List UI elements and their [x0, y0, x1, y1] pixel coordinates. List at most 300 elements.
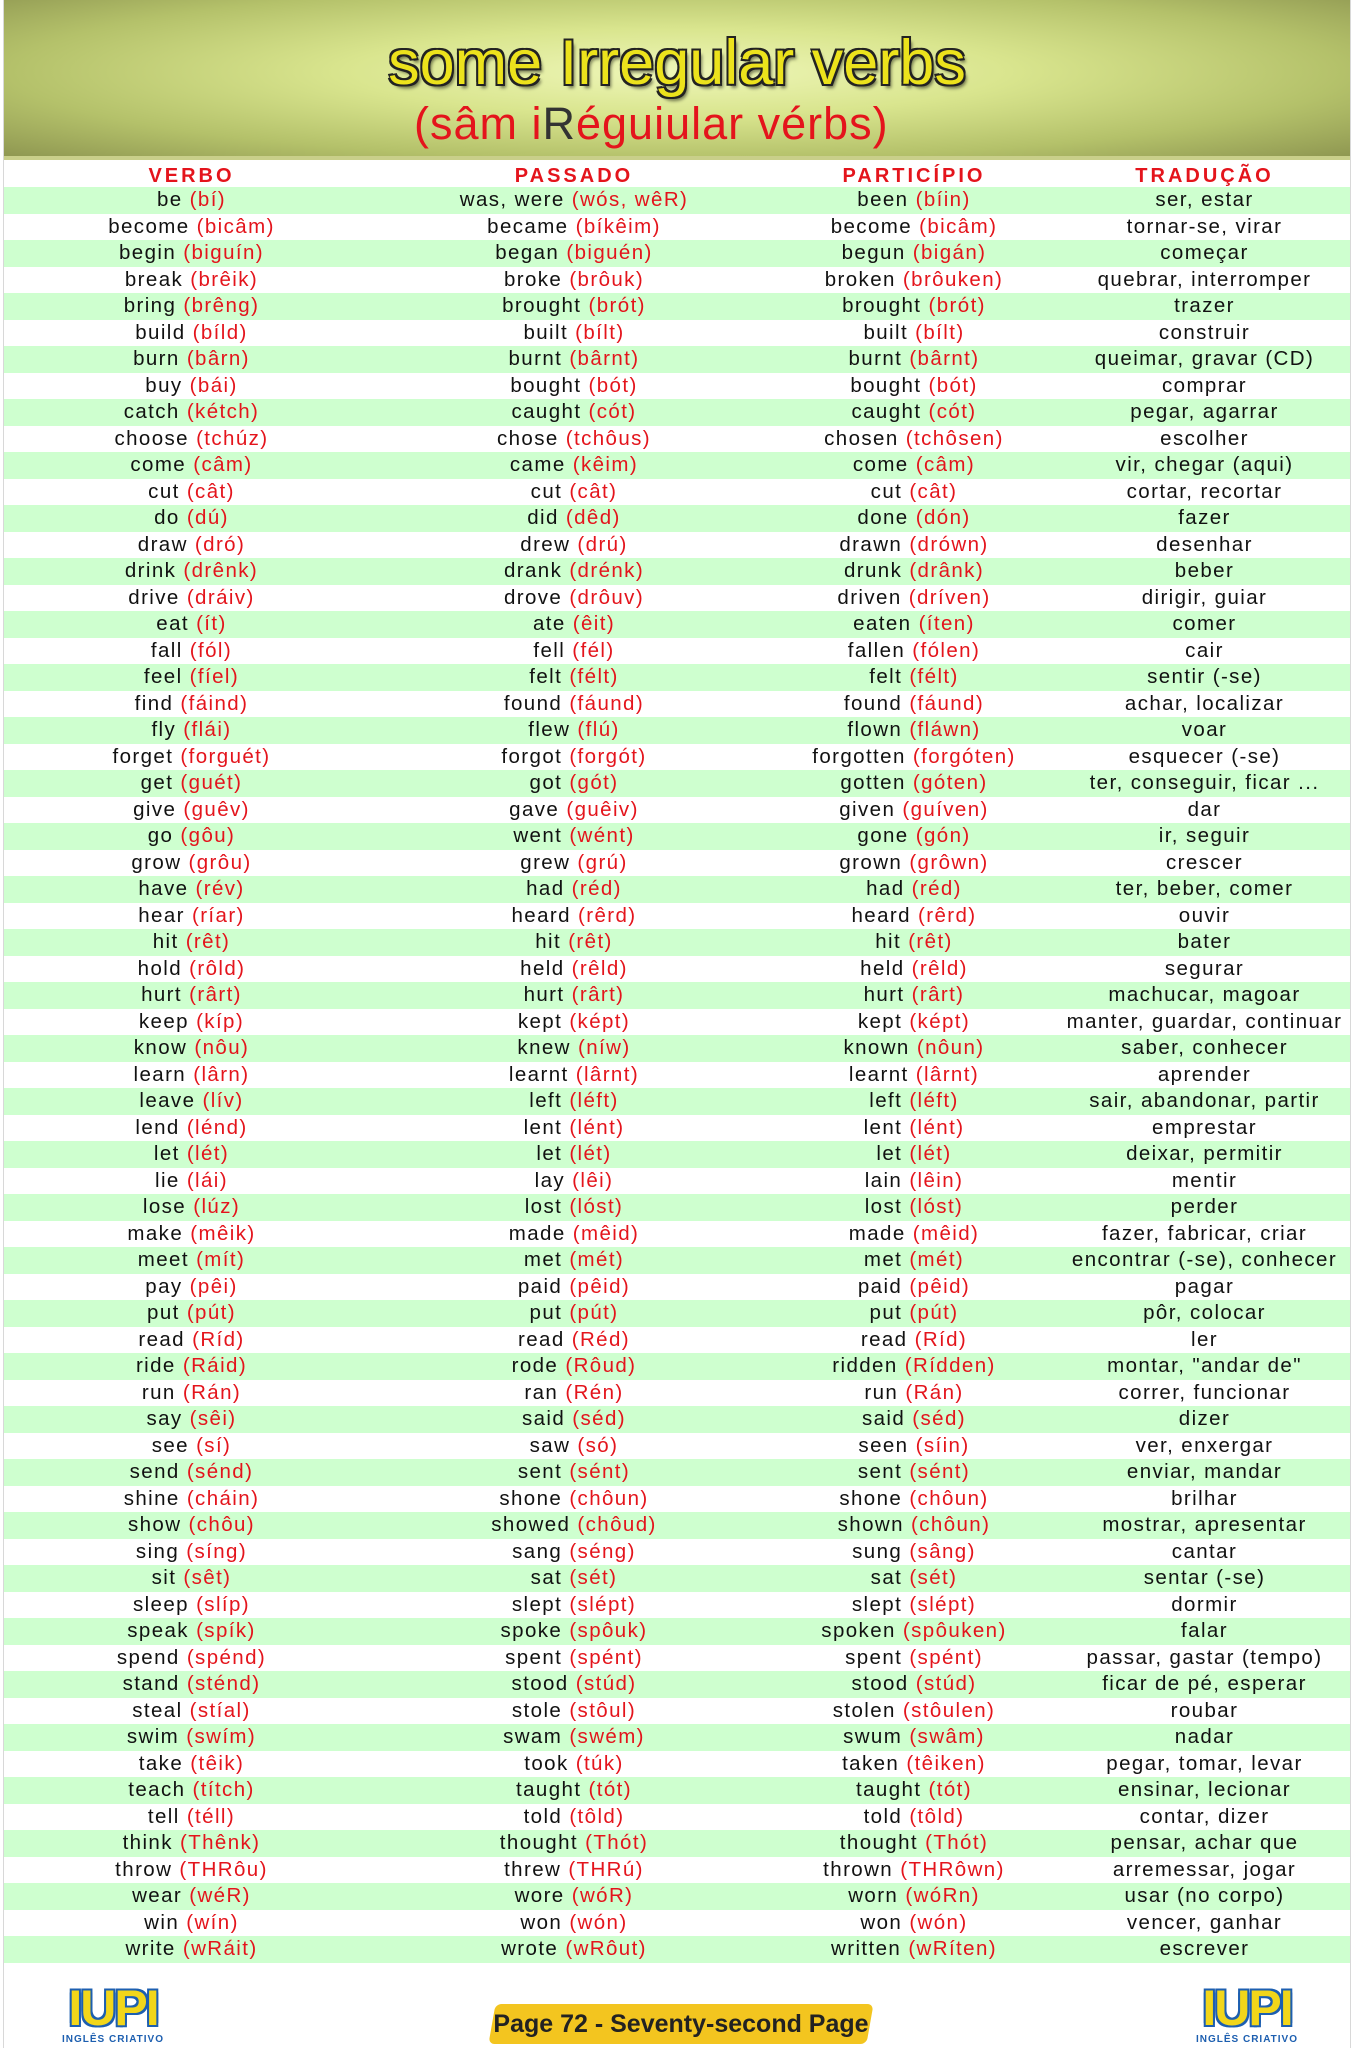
- past-cell: [379, 823, 769, 850]
- participle-word: shone: [839, 1486, 903, 1510]
- past-word: fell: [533, 638, 566, 662]
- past-pronunciation: (mêid): [572, 1221, 640, 1245]
- participle-pronunciation: (slépt): [909, 1592, 977, 1616]
- participle-word: swum: [843, 1725, 903, 1748]
- verb-cell: [4, 187, 379, 214]
- participle-cell: [769, 1221, 1059, 1248]
- past-pronunciation: (wént): [569, 824, 635, 847]
- translation-cell: dizer: [1178, 1407, 1231, 1430]
- verb-word: stand: [122, 1672, 180, 1695]
- participle-cell: [769, 1512, 1059, 1539]
- verb-cell: [4, 638, 379, 665]
- table-row: [4, 929, 1350, 956]
- verb-pronunciation: (lúz): [193, 1195, 241, 1218]
- translation-cell: deixar, permitir: [1126, 1142, 1283, 1165]
- verb-word: throw: [115, 1857, 173, 1881]
- participle-word: sent: [857, 1460, 903, 1483]
- past-pronunciation: (wós, wêR): [571, 188, 689, 211]
- participle-word: put: [869, 1301, 903, 1324]
- participle-cell: [769, 1035, 1059, 1062]
- verb-cell: [4, 664, 379, 691]
- participle-word: built: [863, 320, 909, 344]
- past-word: learnt: [508, 1062, 569, 1086]
- translation-cell: ter, conseguir, ficar ...: [1089, 771, 1320, 794]
- verb-pronunciation: (sêi): [189, 1407, 237, 1430]
- verb-word: be: [156, 188, 183, 211]
- verb-word: leave: [139, 1089, 196, 1112]
- verb-word: ride: [135, 1354, 176, 1377]
- participle-cell: [769, 505, 1059, 532]
- participle-pronunciation: (cât): [909, 479, 958, 503]
- past-cell: [379, 267, 769, 294]
- verb-word: lend: [135, 1115, 180, 1139]
- participle-cell: [769, 1645, 1059, 1672]
- verb-cell: [4, 214, 379, 241]
- verb-cell: [4, 532, 379, 559]
- verb-cell: [4, 1698, 379, 1725]
- verb-word: think: [122, 1831, 173, 1854]
- past-word: hurt: [523, 983, 565, 1006]
- participle-cell: [769, 770, 1059, 797]
- verb-cell: [4, 1830, 379, 1857]
- table-row: [4, 1115, 1350, 1142]
- participle-cell: [769, 903, 1059, 930]
- verb-word: see: [151, 1433, 189, 1457]
- participle-pronunciation: (fólen): [912, 638, 981, 662]
- verb-cell: [4, 426, 379, 453]
- past-cell: [379, 1035, 769, 1062]
- translation-cell: cair: [1185, 638, 1224, 662]
- past-word: wore: [514, 1884, 565, 1907]
- participle-pronunciation: (sâng): [909, 1539, 976, 1563]
- verb-pronunciation: (dú): [186, 506, 229, 529]
- past-word: chose: [496, 426, 559, 450]
- past-word: gave: [509, 797, 560, 821]
- translation-cell: vir, chegar (aqui): [1115, 453, 1294, 476]
- translation-cell: ficar de pé, esperar: [1102, 1672, 1307, 1695]
- verb-word: hear: [138, 903, 185, 927]
- verb-pronunciation: (téll): [186, 1804, 236, 1828]
- participle-cell: [769, 664, 1059, 691]
- participle-pronunciation: (tót): [928, 1778, 972, 1801]
- verb-word: draw: [137, 532, 188, 556]
- table-row: [4, 1724, 1350, 1751]
- verb-cell: [4, 1804, 379, 1831]
- participle-word: driven: [837, 585, 902, 609]
- past-word: heard: [511, 903, 571, 927]
- translation-cell: roubar: [1170, 1698, 1239, 1722]
- past-word: sang: [512, 1539, 563, 1563]
- verb-pronunciation: (títch): [192, 1778, 255, 1801]
- past-pronunciation: (bílt): [575, 320, 625, 344]
- verb-cell: [4, 1724, 379, 1751]
- participle-cell: [769, 1406, 1059, 1433]
- past-word: wrote: [501, 1937, 559, 1960]
- verb-word: read: [138, 1327, 185, 1351]
- verb-pronunciation: (sí): [196, 1433, 232, 1457]
- past-word: found: [503, 691, 563, 715]
- verb-word: break: [124, 267, 184, 291]
- participle-pronunciation: (wóRn): [905, 1884, 980, 1907]
- table-row: [4, 1035, 1350, 1062]
- verb-pronunciation: (cháin): [186, 1486, 260, 1510]
- table-row: [4, 1883, 1350, 1910]
- column-header-traducao: TRADUÇÃO: [1135, 165, 1274, 187]
- past-word: drank: [503, 559, 563, 582]
- participle-cell: [769, 876, 1059, 903]
- past-word: caught: [511, 400, 582, 423]
- participle-cell: [769, 1062, 1059, 1089]
- verb-word: give: [133, 797, 177, 821]
- participle-pronunciation: (wRíten): [908, 1937, 997, 1960]
- page-title: some Irregular verbs: [388, 28, 966, 98]
- participle-cell: [769, 1618, 1059, 1645]
- participle-word: drawn: [839, 532, 903, 556]
- past-pronunciation: (drôuv): [569, 585, 645, 609]
- participle-cell: [769, 638, 1059, 665]
- participle-word: lost: [864, 1195, 903, 1218]
- verb-cell: [4, 585, 379, 612]
- past-pronunciation: (wóR): [571, 1884, 634, 1907]
- translation-cell: correr, funcionar: [1118, 1380, 1291, 1404]
- verb-word: get: [140, 771, 174, 794]
- participle-word: known: [843, 1036, 910, 1059]
- past-cell: [379, 850, 769, 877]
- participle-pronunciation: (góten): [912, 771, 988, 794]
- translation-cell: ler: [1191, 1327, 1218, 1351]
- past-word: put: [529, 1301, 563, 1324]
- table-row: [4, 346, 1350, 373]
- participle-pronunciation: (stôulen): [902, 1698, 996, 1722]
- verb-cell: [4, 452, 379, 479]
- translation-cell: fazer: [1178, 506, 1231, 529]
- logo-left-subtitle: INGLÊS CRIATIVO: [61, 2034, 165, 2045]
- translation-cell: aprender: [1157, 1062, 1252, 1086]
- past-pronunciation: (spôuk): [569, 1619, 648, 1642]
- participle-pronunciation: (réd): [911, 877, 962, 900]
- participle-cell: [769, 1883, 1059, 1910]
- verb-cell: [4, 240, 379, 267]
- table-row: [4, 1671, 1350, 1698]
- past-cell: [379, 876, 769, 903]
- past-word: lent: [523, 1115, 563, 1139]
- participle-cell: [769, 1194, 1059, 1221]
- translation-cell: vencer, ganhar: [1126, 1910, 1283, 1934]
- verb-pronunciation: (rôld): [189, 956, 246, 980]
- logo-right: [1188, 1979, 1306, 2045]
- past-pronunciation: (pêid): [569, 1274, 631, 1298]
- participle-cell: [769, 929, 1059, 956]
- verb-word: win: [144, 1910, 180, 1934]
- participle-cell: [769, 346, 1059, 373]
- table-row: [4, 1645, 1350, 1672]
- past-pronunciation: (séd): [572, 1407, 627, 1430]
- participle-cell: [769, 267, 1059, 294]
- verb-pronunciation: (brêng): [183, 294, 260, 317]
- past-pronunciation: (tôld): [569, 1804, 625, 1828]
- table-row: [4, 1221, 1350, 1248]
- past-pronunciation: (stúd): [575, 1672, 637, 1695]
- verb-pronunciation: (dráiv): [186, 585, 255, 609]
- participle-pronunciation: (gón): [915, 824, 971, 847]
- table-row: [4, 373, 1350, 400]
- past-word: stood: [511, 1672, 569, 1695]
- participle-cell: [769, 214, 1059, 241]
- past-word: lost: [524, 1195, 563, 1218]
- past-pronunciation: (bârnt): [569, 347, 640, 370]
- past-pronunciation: (Rén): [565, 1380, 624, 1404]
- past-pronunciation: (bót): [588, 373, 638, 397]
- past-pronunciation: (kêim): [572, 453, 639, 476]
- participle-cell: [769, 320, 1059, 347]
- participle-cell: [769, 982, 1059, 1009]
- past-word: grew: [520, 850, 571, 874]
- verb-word: lose: [142, 1195, 187, 1218]
- translation-cell: machucar, magoar: [1108, 983, 1301, 1006]
- past-cell: [379, 1247, 769, 1274]
- past-pronunciation: (rârt): [571, 983, 625, 1006]
- translation-cell: ver, enxergar: [1135, 1433, 1274, 1457]
- participle-cell: [769, 744, 1059, 771]
- past-pronunciation: (wón): [569, 1910, 628, 1934]
- past-cell: [379, 1512, 769, 1539]
- past-cell: [379, 1830, 769, 1857]
- verb-pronunciation: (sêt): [183, 1566, 232, 1589]
- participle-pronunciation: (tôld): [909, 1804, 965, 1828]
- past-pronunciation: (tchôus): [565, 426, 652, 450]
- past-word: swam: [503, 1725, 563, 1748]
- table-row: [4, 1565, 1350, 1592]
- participle-pronunciation: (spént): [909, 1645, 983, 1669]
- past-cell: [379, 1300, 769, 1327]
- participle-word: been: [857, 188, 909, 211]
- past-word: lay: [534, 1168, 566, 1192]
- table-row: [4, 1698, 1350, 1725]
- past-cell: [379, 1327, 769, 1354]
- table-row: [4, 1274, 1350, 1301]
- participle-word: flown: [847, 718, 903, 741]
- past-pronunciation: (grú): [577, 850, 628, 874]
- participle-pronunciation: (lóst): [909, 1195, 964, 1218]
- participle-cell: [769, 1804, 1059, 1831]
- past-cell: [379, 1433, 769, 1460]
- past-word: brought: [502, 294, 582, 317]
- participle-word: won: [860, 1910, 903, 1934]
- verb-cell: [4, 1592, 379, 1619]
- verb-cell: [4, 1141, 379, 1168]
- verb-pronunciation: (ít): [196, 612, 227, 635]
- translation-cell: ensinar, lecionar: [1117, 1778, 1292, 1801]
- verb-pronunciation: (Ríd): [192, 1327, 245, 1351]
- past-word: forgot: [501, 744, 563, 768]
- verb-pronunciation: (bicâm): [196, 214, 275, 238]
- past-pronunciation: (chôud): [577, 1513, 657, 1536]
- translation-cell: ser, estar: [1155, 188, 1254, 211]
- past-cell: [379, 293, 769, 320]
- verb-pronunciation: (tchúz): [196, 426, 269, 450]
- table-row: [4, 1168, 1350, 1195]
- past-pronunciation: (rêt): [568, 930, 613, 953]
- verb-word: steal: [132, 1698, 183, 1722]
- title-pron-pre: (sâm i: [414, 98, 543, 149]
- verb-cell: [4, 956, 379, 983]
- past-pronunciation: (brót): [588, 294, 646, 317]
- table-row: [4, 214, 1350, 241]
- verb-pronunciation: (lét): [186, 1142, 230, 1165]
- translation-cell: saber, conhecer: [1121, 1036, 1288, 1059]
- participle-pronunciation: (bigán): [912, 241, 987, 264]
- past-cell: [379, 214, 769, 241]
- participle-pronunciation: (grôwn): [909, 850, 989, 874]
- table-row: [4, 982, 1350, 1009]
- verb-pronunciation: (drênk): [183, 559, 259, 582]
- past-cell: [379, 717, 769, 744]
- participle-word: heard: [851, 903, 911, 927]
- translation-cell: cantar: [1171, 1539, 1238, 1563]
- past-word: spoke: [500, 1619, 563, 1642]
- participle-pronunciation: (sét): [909, 1566, 958, 1589]
- participle-cell: [769, 1486, 1059, 1513]
- past-pronunciation: (drú): [577, 532, 628, 556]
- verb-pronunciation: (fíel): [189, 665, 240, 688]
- page-header: [4, 0, 1350, 160]
- past-pronunciation: (THRú): [568, 1857, 644, 1881]
- translation-cell: escrever: [1159, 1937, 1250, 1960]
- translation-cell: usar (no corpo): [1124, 1884, 1285, 1907]
- verb-pronunciation: (spík): [196, 1619, 256, 1642]
- participle-word: burnt: [848, 347, 903, 370]
- verb-cell: [4, 823, 379, 850]
- past-cell: [379, 1353, 769, 1380]
- table-row: [4, 1327, 1350, 1354]
- past-word: got: [529, 771, 563, 794]
- past-cell: [379, 1539, 769, 1566]
- past-cell: [379, 1777, 769, 1804]
- verb-cell: [4, 399, 379, 426]
- participle-word: thrown: [823, 1857, 894, 1881]
- participle-word: done: [857, 506, 909, 529]
- translation-cell: segurar: [1164, 956, 1245, 980]
- past-word: drew: [520, 532, 571, 556]
- past-pronunciation: (cât): [569, 479, 618, 503]
- participle-pronunciation: (chôun): [909, 1486, 989, 1510]
- participle-cell: [769, 585, 1059, 612]
- participle-pronunciation: (bíin): [915, 188, 971, 211]
- participle-pronunciation: (cót): [928, 400, 977, 423]
- verb-pronunciation: (sténd): [186, 1672, 261, 1695]
- past-cell: [379, 479, 769, 506]
- participle-word: stood: [851, 1672, 909, 1695]
- participle-word: made: [848, 1221, 906, 1245]
- verb-word: find: [134, 691, 174, 715]
- verb-cell: [4, 1910, 379, 1937]
- past-cell: [379, 1406, 769, 1433]
- verb-word: swim: [126, 1725, 180, 1748]
- translation-cell: desenhar: [1156, 532, 1253, 556]
- verb-word: speak: [127, 1619, 189, 1642]
- verb-cell: [4, 717, 379, 744]
- past-cell: [379, 1062, 769, 1089]
- past-word: stole: [511, 1698, 563, 1722]
- past-pronunciation: (fáund): [569, 691, 645, 715]
- verb-word: cut: [148, 479, 180, 503]
- participle-pronunciation: (rêt): [908, 930, 953, 953]
- table-row: [4, 1406, 1350, 1433]
- verb-pronunciation: (dró): [194, 532, 246, 556]
- participle-word: shown: [837, 1513, 904, 1536]
- verb-cell: [4, 373, 379, 400]
- verb-pronunciation: (spénd): [186, 1645, 267, 1669]
- past-cell: [379, 1486, 769, 1513]
- translation-cell: cortar, recortar: [1126, 479, 1283, 503]
- verb-pronunciation: (kétch): [186, 400, 260, 423]
- translation-cell: ir, seguir: [1158, 824, 1251, 847]
- past-word: shone: [499, 1486, 563, 1510]
- verb-word: grow: [131, 850, 182, 874]
- participle-cell: [769, 1751, 1059, 1778]
- past-cell: [379, 1274, 769, 1301]
- verb-word: hurt: [141, 983, 182, 1006]
- verb-cell: [4, 1327, 379, 1354]
- participle-pronunciation: (stúd): [915, 1672, 977, 1695]
- past-cell: [379, 399, 769, 426]
- verb-cell: [4, 1671, 379, 1698]
- table-row: [4, 1247, 1350, 1274]
- verb-cell: [4, 1645, 379, 1672]
- verb-word: become: [108, 214, 190, 238]
- participle-pronunciation: (síin): [915, 1433, 970, 1457]
- verb-word: write: [125, 1937, 176, 1960]
- past-word: began: [495, 241, 560, 264]
- verb-pronunciation: (wín): [186, 1910, 239, 1934]
- past-word: met: [523, 1248, 563, 1271]
- participle-cell: [769, 1724, 1059, 1751]
- verb-cell: [4, 1565, 379, 1592]
- past-pronunciation: (dêd): [565, 506, 621, 529]
- table-row: [4, 1751, 1350, 1778]
- past-cell: [379, 1141, 769, 1168]
- verb-word: build: [135, 320, 186, 344]
- table-row: [4, 1936, 1350, 1963]
- past-cell: [379, 187, 769, 214]
- past-word: built: [523, 320, 569, 344]
- verb-pronunciation: (guét): [180, 771, 243, 794]
- participle-cell: [769, 1088, 1059, 1115]
- past-word: knew: [517, 1036, 571, 1059]
- translation-cell: quebrar, interromper: [1097, 267, 1312, 291]
- participle-word: bought: [850, 373, 922, 397]
- verb-cell: [4, 1459, 379, 1486]
- verb-word: send: [129, 1460, 180, 1483]
- page-number-label: [488, 2004, 873, 2044]
- participle-pronunciation: (lént): [909, 1115, 965, 1139]
- participle-pronunciation: (têiken): [906, 1751, 986, 1775]
- logo-left: [54, 1979, 172, 2045]
- past-cell: [379, 1380, 769, 1407]
- participle-cell: [769, 187, 1059, 214]
- past-pronunciation: (drénk): [569, 559, 645, 582]
- participle-word: met: [863, 1248, 903, 1271]
- participle-pronunciation: (Rán): [905, 1380, 964, 1404]
- participle-cell: [769, 558, 1059, 585]
- past-cell: [379, 1194, 769, 1221]
- participle-word: grown: [839, 850, 903, 874]
- verb-cell: [4, 267, 379, 294]
- table-row: [4, 1194, 1350, 1221]
- past-cell: [379, 1168, 769, 1195]
- page: [4, 0, 1350, 2048]
- past-word: threw: [504, 1857, 562, 1881]
